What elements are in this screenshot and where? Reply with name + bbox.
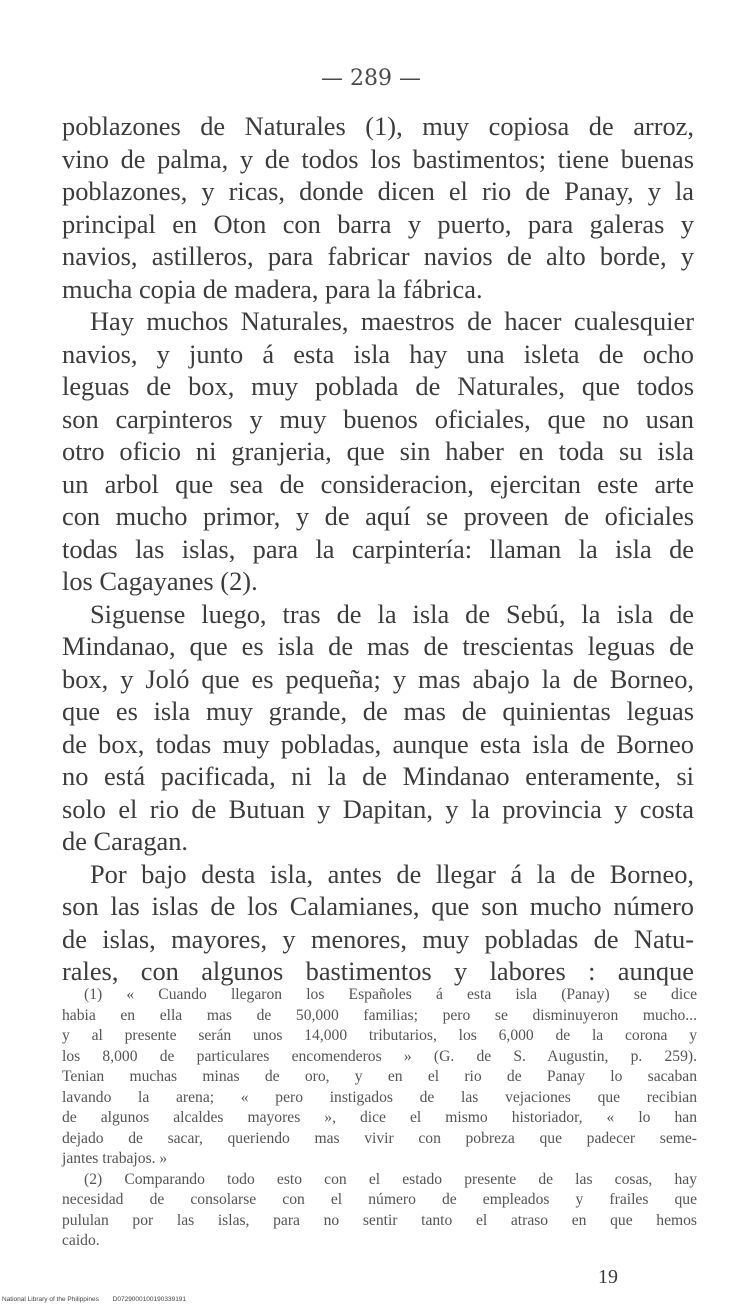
library-reference: D0729000100190339191 [112, 1296, 187, 1303]
library-footer [2, 1296, 186, 1303]
footnote-line: (1) « Cuando llegaron los Españoles á esta isla (Panay) se dice [84, 986, 697, 1003]
text-line: poblazones de Naturales (1), muy copiosa de arroz, [62, 111, 694, 141]
footnote-line: pululan por las islas, para no sentir tanto el atraso en que hemos [62, 1211, 697, 1229]
footnote-line: necesidad de consolarse con el número de empleados y frailes que [62, 1191, 697, 1208]
text-line: mucha copia de madera, para la fábrica. [62, 273, 483, 304]
text-line: otro oficio ni granjeria, que sin haber en toda su isla [62, 436, 694, 466]
page-number: — 289 — [321, 66, 421, 91]
text-line: vino de palma, y de todos los bastimentos; tiene buenas [62, 143, 694, 174]
text-line: Mindanao, que es isla de mas de trescientas leguas de [62, 631, 694, 661]
text-line: solo el rio de Butuan y Dapitan, y la provincia y costa [62, 793, 694, 824]
text-line: los Cagayanes (2). [62, 566, 258, 596]
footnote-line: (2) Comparando todo esto con el estado presente de las cosas, hay [84, 1170, 697, 1188]
text-line: poblazones, y ricas, donde dicen el rio de Panay, y la [62, 176, 694, 206]
text-line: de Caragan. [62, 826, 189, 856]
text-line: principal en Oton con barra y puerto, para galeras y [62, 208, 694, 239]
text-line: que es isla muy grande, de mas de quinientas leguas [62, 696, 694, 726]
footnote-line: jantes trabajos. » [62, 1150, 168, 1167]
text-line: box, y Joló que es pequeña; y mas abajo la de Borneo, [62, 663, 694, 694]
text-line: navios, y junto á esta isla hay una isleta de ocho [62, 338, 694, 369]
footnote-line: caido. [62, 1232, 100, 1249]
library-name: National Library of the Philippines [2, 1296, 99, 1303]
text-line: con mucho primor, y de aquí se proveen de oficiales [62, 501, 694, 531]
text-line: Por bajo desta isla, antes de llegar á la de Borneo, [90, 858, 694, 889]
footnote-line: y al presente serán unos 14,000 tributarios, los 6,000 de la corona y [62, 1027, 697, 1044]
signature-mark: 19 [598, 1266, 618, 1288]
text-line: son carpinteros y muy buenos oficiales, que no usan [62, 403, 694, 434]
text-line: leguas de box, muy poblada de Naturales, que todos [62, 371, 694, 401]
footnote-line: Tenian muchas minas de oro, y en el rio de Panay lo sacaban [62, 1068, 697, 1085]
footnote-line: de algunos alcaldes mayores », dice el mismo historiador, « lo han [62, 1109, 697, 1126]
text-line: rales, con algunos bastimentos y labores : aunque [62, 956, 694, 986]
text-line: un arbol que sea de consideracion, ejercitan este arte [62, 468, 694, 499]
text-line: son las islas de los Calamianes, que son mucho número [62, 891, 694, 921]
footnote-line: habia en ella mas de 50,000 familias; pero se disminuyeron mucho... [62, 1006, 697, 1024]
footnotes [62, 985, 697, 1252]
text-line: de box, todas muy pobladas, aunque esta isla de Borneo [62, 728, 694, 759]
text-line: no está pacificada, ni la de Mindanao enteramente, si [62, 761, 694, 791]
text-line: Hay muchos Naturales, maestros de hacer cualesquier [90, 306, 694, 336]
footnote-line: dejado de sacar, queriendo mas vivir con pobreza que padecer seme- [62, 1129, 697, 1147]
main-text [62, 110, 694, 988]
text-line: Siguense luego, tras de la isla de Sebú, la isla de [90, 598, 694, 629]
text-line: todas las islas, para la carpintería: llaman la isla de [62, 533, 694, 564]
footnote-line: los 8,000 de particulares encomenderos » (G. de S. Augustin, p. 259). [62, 1047, 697, 1065]
footnote-line: lavando la arena; « pero instigados de las vejaciones que recibian [62, 1088, 697, 1106]
text-line: de islas, mayores, y menores, muy pobladas de Natu- [62, 923, 694, 954]
text-line: navios, astilleros, para fabricar navios de alto borde, y [62, 241, 694, 271]
